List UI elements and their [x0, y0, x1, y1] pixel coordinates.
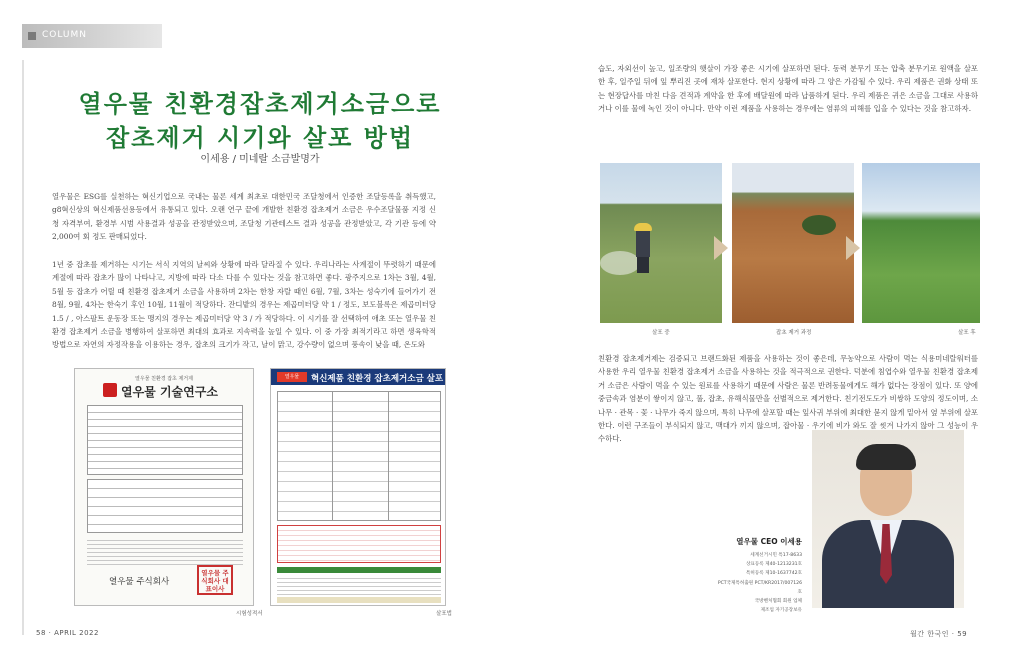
article-title-line-1: 열우물 친환경잡초제거소금으로 — [78, 90, 442, 118]
left-paragraph-2: 1년 중 잡초를 제거하는 시기는 서식 지역의 날씨와 상황에 따라 달라질 수 있다. 우리나라는 사계절이 뚜렷하기 때문에 계절에 따라 잡초가 많이 나타나고, 지방에 따라 다소 다를 수 있다는 것을 참고하면 좋다. 광주지으로 1차는 3월, 4월, 5월 등 잡초가 어릴 때 친환경 잡초제거 소금을 사용하며 2차는 한창 자랄 때인 6월, 7월, 3차는 성숙기에 들어가기 전 8월, 9월, 4차는 한숙기 후인 10월, 11월이 적당하다. 잔디밭의 경우는 제곱미터당 약 1 / 정도, 보도블록은 제곱미터당 1.5 / , 아스팔트 운동장 또는 맹지의 경우는 제곱미터당 약 3 / 가 적당하다. 이 시기를 잘 선택하여 애초 또는 열우물 친환경 잡초제거 소금을 병행하여 살포하면 최대의 효과로 지속력을 높일 수 있다. 이 중 가장 최적기라고 하면 생육학적 방법으로 자연의 자정작용을 이용하는 경우, 잡초의 크기가 작고, 날이 맑고, 강수량이 없으며 풍속이 낮을 때, 온도와 — [52, 260, 436, 350]
certificate-small-title: 열우물 친환경 잡초 제거제 — [135, 376, 193, 382]
certificate-notes — [87, 537, 243, 565]
right-paragraph-1: 습도, 자외선이 높고, 일조량의 햇살이 가장 좋은 시기에 살포하면 된다. 동력 분무기 또는 압축 분무기로 원액을 살포한 후, 일주일 뒤에 잎 뿌리진 곳에 재차 살포한다. 현지 상황에 따라 그 양은 가감될 수 있다. 우리 제품은 권화 상태 또는 현장답사를 마친 다음 견적과 계약을 한 후에 배달원에 따라 납품하게 된다. 우리 제품은 귀은 소금을 그대로 사용하거나 이를 물에 녹인 것이 아니다. 만약 이런 제품을 사용하는 경우에는 염류의 피해를 입을 수 있다는 것을 참고하자. — [598, 64, 978, 114]
certificate-stamp: 열우물 주식회사 대표이사 — [197, 565, 233, 595]
brochure-footer — [277, 597, 441, 603]
certificate-caption: 시험성적서 — [236, 611, 263, 617]
article-author: 이세용 / 미네랄 소금발명가 — [200, 154, 320, 165]
photo-spraying — [600, 163, 722, 323]
brochure-image — [270, 368, 446, 606]
bio-line: 국방벤처협회 회원 업체 — [754, 599, 802, 605]
certificate-lab-name: 열우물 기술연구소 — [121, 385, 218, 399]
brochure-green-bar — [277, 567, 441, 573]
folio-left: 58 · APRIL 2022 — [36, 629, 99, 637]
brochure-text-lines — [277, 575, 441, 595]
bio-line: 세계선거시민 특17-8633 — [750, 553, 802, 558]
author-portrait — [812, 430, 964, 608]
brochure-caution-box — [277, 525, 441, 563]
bio-name: 열우물 CEO 이세용 — [736, 537, 802, 546]
left-margin-rule — [22, 60, 24, 635]
photo-weeds-dying — [732, 163, 854, 323]
certificate-signature: 열우물 주식회사 — [109, 577, 170, 587]
article-title-line-2: 잡초제거 시기와 살포 방법 — [105, 124, 415, 152]
photo-caption-3: 살포 후 — [958, 330, 976, 336]
photo-caption-2: 잡초 제거 과정 — [776, 330, 812, 336]
arrow-right-icon — [846, 236, 860, 260]
arrow-right-icon — [714, 236, 728, 260]
bio-line: 제조업 자기공장보유 — [760, 608, 802, 614]
brochure-caption: 살포법 — [436, 611, 452, 617]
photo-caption-1: 살포 중 — [652, 330, 670, 336]
bio-line: PCT국제특허출원 PCT/KR2017/007126호 — [717, 580, 802, 595]
left-paragraph-1: 열우물은 ESG를 실천하는 혁신기업으로 국내는 물론 세계 최초로 대한민국 조달청에서 인증한 조달등록을 취득했고, g8혁신상의 혁신제품선용등에서 유통되고 있다. 오랜 연구 끝에 개발한 친환경 잡초제거 소금은 우수조달물품 지정 신청 자격부여, 환경부 시범 사용결과 성공을 관정받았으며, 조달청 기관테스트 결과 성공을 관정받았고, 각 기관 등에 약 2,000여 회 정도 판매되었다. — [52, 192, 436, 242]
certificate-info-table — [87, 405, 243, 475]
brochure-spec-table — [277, 391, 441, 521]
lab-logo-icon — [103, 383, 117, 397]
folio-right: 월간 한국인 · 59 — [910, 630, 968, 638]
right-paragraph-2: 친환경 잡초제거제는 검증되고 브랜드화된 제품을 사용하는 것이 좋은데, 무농약으로 사람이 먹는 식용미네랄워터를 사용한 우리 열우물 친환경 잡초제거 소금을 사용하는 것을 적극적으로 권한다. 덕분에 침엽수와 열우물 친환경 잡초제거 소금은 사람이 먹을 수 있는 원료를 사용하기 때문에 사람은 물론 반려동물에게도 해가 없다는 장점이 있다. 또 양에 중금속과 염분이 쌓이지 않고, 풀, 잡초, 유해식물만을 선별적으로 제거한다. 친기전도도가 비쌍하 도양의 정도이며, 소나무 · 관목 · 꽃 · 나무가 죽지 않으며, 특히 나무에 살포할 때는 잎사귀 부위에 최대한 묻지 않게 밑아서 옆 부위에 살포한다. 이런 구조들이 부식되지 않고, 맥대가 끼지 않으며, 잡아물 · 우기에 비가 와도 잘 씻겨 나가지 않아 그 성능이 우수하다. — [598, 354, 979, 444]
brochure-title: 혁신제품 친환경 잡초제거소금 살포 — [311, 374, 444, 384]
column-tag — [22, 24, 162, 48]
column-label: COLUMN — [42, 30, 88, 40]
bio-line: 특허등록 제10-1637742호 — [745, 571, 802, 577]
tree-shape — [802, 215, 836, 235]
brochure-brand: 열우물 — [277, 372, 307, 382]
brochure-header — [271, 369, 445, 385]
column-tag-square-icon — [28, 32, 36, 40]
worker-figure — [630, 223, 656, 273]
author-bio — [714, 536, 802, 615]
bio-line: 상표등록 제40-1213231호 — [745, 562, 802, 568]
test-certificate-image — [74, 368, 254, 606]
certificate-result-table — [87, 479, 243, 533]
photo-after-spraying — [862, 163, 980, 323]
